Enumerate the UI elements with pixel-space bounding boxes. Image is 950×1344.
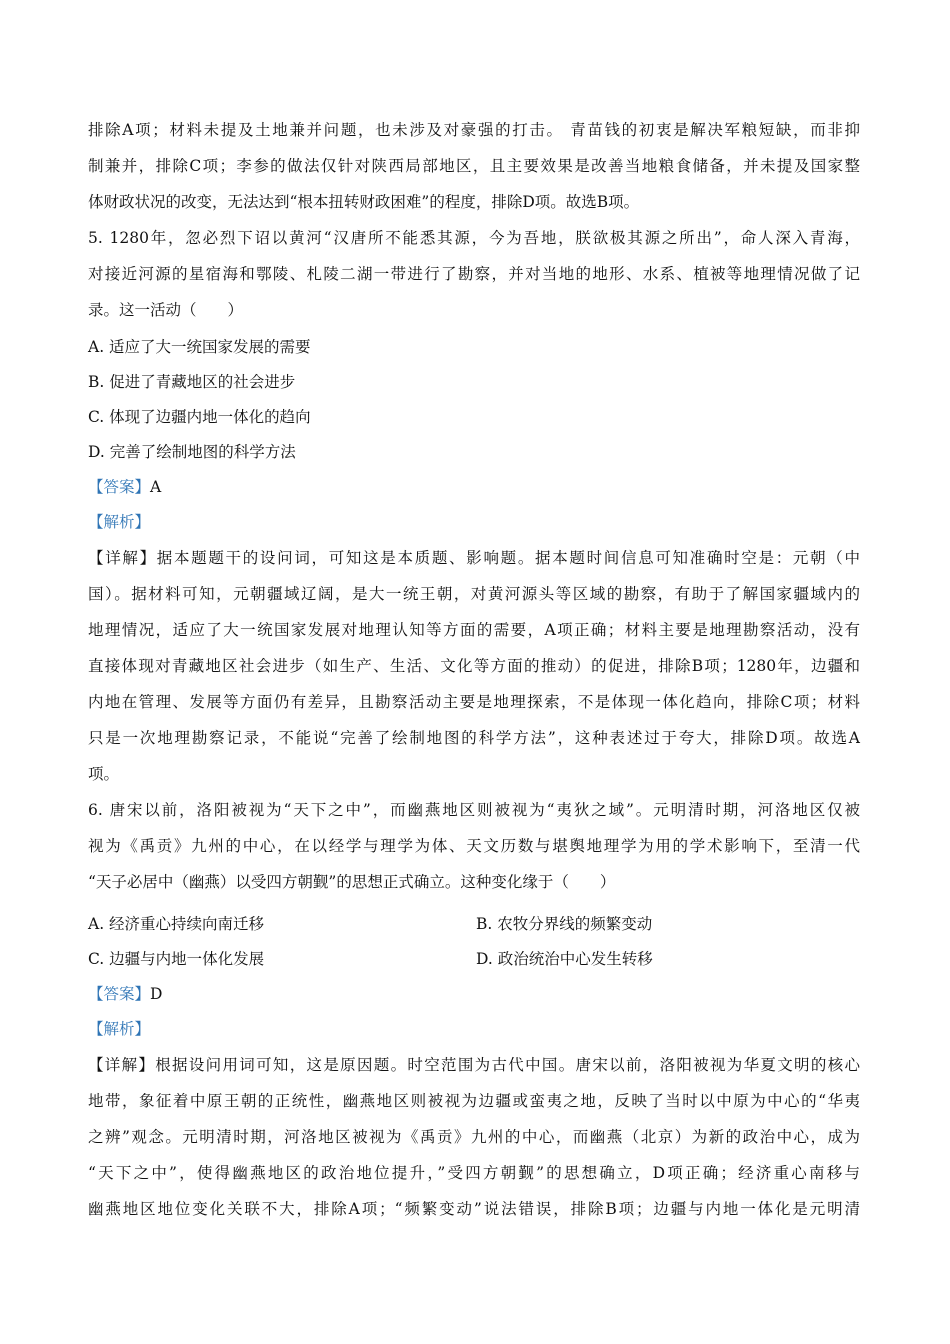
- prev-explanation-line: 制兼并，排除C项；李参的做法仅针对陕西局部地区，且主要效果是改善当地粮食储备，并未提及国家整: [88, 157, 860, 175]
- q6-detail-line: 幽燕地区地位变化关联不大，排除A项；“频繁变动”说法错误，排除B项；边疆与内地一体化是元明清: [88, 1200, 860, 1218]
- q5-detail-line: 内地在管理、发展等方面仍有差异，且勘察活动主要是地理探索，不是体现一体化趋向，排除C项；材料: [88, 693, 860, 711]
- q6-option-b: B. 农牧分界线的频繁变动: [476, 915, 653, 933]
- prev-explanation-line: 排除A项；材料未提及土地兼并问题，也未涉及对豪强的打击。 青苗钱的初衷是解决军粮短缺，而非抑: [88, 121, 860, 139]
- q5-stem-line: 对接近河源的星宿海和鄂陵、札陵二湖一带进行了勘察，并对当地的地形、水系、植被等地理情况做了记: [88, 265, 860, 283]
- q5-analysis-heading: [88, 512, 150, 532]
- q6-option-d: D. 政治统治中心发生转移: [476, 950, 653, 968]
- detail-label: 【详解】: [88, 549, 157, 567]
- q5-stem-line: 5. 1280年，忽必烈下诏以黄河“汉唐所不能悉其源，今为吾地，朕欲极其源之所出”，命人深入青海，: [88, 229, 860, 247]
- q5-option-a: A. 适应了大一统国家发展的需要: [88, 338, 311, 356]
- q6-stem-line: 视为《禹贡》九州的中心，在以经学与理学为体、天文历数与堪舆地理学为用的学术影响下，至清一代: [88, 837, 860, 855]
- analysis-label: 【解析】: [88, 1020, 151, 1038]
- detail-text: 根据设问用词可知，这是原因题。时空范围为古代中国。唐宋以前，洛阳被视为华夏文明的核心: [155, 1056, 860, 1074]
- q6-detail-line: 之辨”观念。元明清时期，河洛地区被视为《禹贡》九州的中心，而幽燕（北京）为新的政治中心，成为: [88, 1128, 860, 1146]
- q6-answer: [88, 984, 162, 1004]
- analysis-label: 【解析】: [88, 513, 151, 531]
- answer-label: 【答案】: [88, 478, 151, 496]
- q5-option-c: C. 体现了边疆内地一体化的趋向: [88, 408, 311, 426]
- q6-option-a: A. 经济重心持续向南迁移: [88, 915, 265, 933]
- q6-stem-line: 6. 唐宋以前，洛阳被视为“天下之中”，而幽燕地区则被视为“夷狄之域”。元明清时期，河洛地区仅被: [88, 801, 860, 819]
- detail-label: 【详解】: [88, 1056, 156, 1074]
- prev-explanation-line: 体财政状况的改变，无法达到“根本扭转财政困难”的程度，排除D项。故选B项。: [88, 193, 640, 211]
- answer-value: A: [150, 478, 162, 496]
- q5-detail-line: 地理情况，适应了大一统国家发展对地理认知等方面的需要，A项正确；材料主要是地理勘察活动，没有: [88, 621, 860, 639]
- q5-detail-line: [88, 548, 860, 568]
- q6-analysis-heading: [88, 1019, 150, 1039]
- q6-detail-line: “天下之中”，使得幽燕地区的政治地位提升，”受四方朝觐”的思想确立，D项正确；经济重心南移与: [88, 1164, 860, 1182]
- q6-detail-line: 地带，象征着中原王朝的正统性，幽燕地区则被视为边疆或蛮夷之地，反映了当时以中原为中心的“华夷: [88, 1092, 860, 1110]
- detail-text: 据本题题干的设问词，可知这是本质题、影响题。据本题时间信息可知准确时空是：元朝（中: [156, 549, 860, 567]
- answer-label: 【答案】: [88, 985, 151, 1003]
- q5-detail-line: 只是一次地理勘察记录，不能说“完善了绘制地图的科学方法”，这种表述过于夸大，排除D项。故选A: [88, 729, 860, 747]
- q6-stem-line: “天子必居中（幽燕）以受四方朝觐”的思想正式确立。这种变化缘于（ ）: [88, 873, 616, 891]
- q6-detail-line: [88, 1055, 860, 1075]
- q5-option-d: D. 完善了绘制地图的科学方法: [88, 443, 296, 461]
- q6-option-c: C. 边疆与内地一体化发展: [88, 950, 265, 968]
- q5-answer: [88, 477, 161, 497]
- q5-detail-line: 国）。据材料可知，元朝疆域辽阔，是大一统王朝，对黄河源头等区域的勘察，有助于了解国家疆域内的: [88, 585, 860, 603]
- q5-stem-line: 录。这一活动（ ）: [88, 301, 244, 319]
- q5-detail-line: 项。: [88, 765, 120, 783]
- answer-value: D: [150, 985, 163, 1003]
- q5-detail-line: 直接体现对青藏地区社会进步（如生产、生活、文化等方面的推动）的促进，排除B项；1280年，边疆和: [88, 657, 860, 675]
- q5-option-b: B. 促进了青藏地区的社会进步: [88, 373, 296, 391]
